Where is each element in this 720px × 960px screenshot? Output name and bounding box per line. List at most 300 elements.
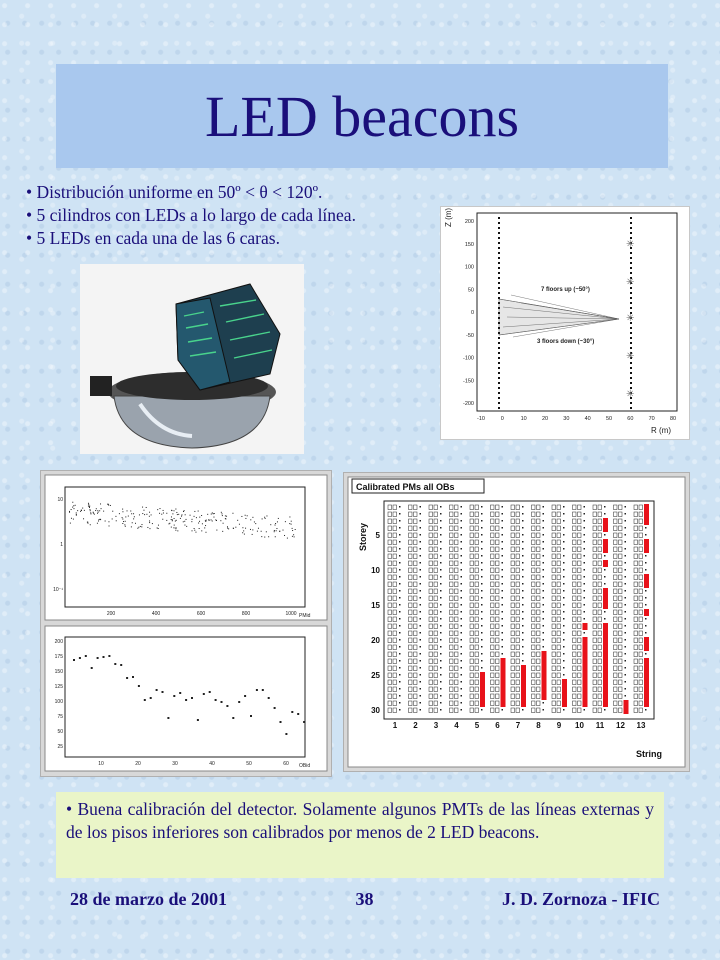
pm-cell: [455, 687, 459, 692]
pm-cell: [414, 596, 418, 601]
pm-cell: [537, 701, 541, 706]
top-point: [100, 519, 101, 520]
pm-cell: [475, 708, 479, 713]
pm-cell: [409, 505, 413, 510]
pm-cell-dot: [461, 527, 463, 529]
pm-cell: [491, 708, 495, 713]
pm-cell-dot: [461, 632, 463, 634]
bottom-point: [114, 663, 116, 665]
top-point: [149, 522, 150, 523]
pm-cell: [496, 603, 500, 608]
top-point: [174, 518, 175, 519]
pm-cell: [634, 505, 638, 510]
detector-line-dot: [630, 267, 632, 269]
pm-cell-dot: [563, 625, 565, 627]
pm-cell-dot: [584, 555, 586, 557]
top-point: [190, 515, 191, 516]
top-point: [184, 521, 185, 522]
pm-cell: [470, 631, 474, 636]
bottom-point: [209, 691, 211, 693]
pm-cell-dot: [522, 590, 524, 592]
detector-line-dot: [498, 262, 500, 264]
pm-cell: [516, 701, 520, 706]
pm-cell: [429, 659, 433, 664]
pm-cell-dot: [420, 646, 422, 648]
pm-cell-dot: [481, 625, 483, 627]
pm-cell-dot: [625, 660, 627, 662]
pm-cell: [557, 701, 561, 706]
pm-cell: [429, 568, 433, 573]
pm-cell-low-calibration: [603, 679, 608, 686]
pm-cell: [414, 568, 418, 573]
pm-cell: [639, 519, 643, 524]
pm-cell: [634, 652, 638, 657]
pm-cell: [475, 533, 479, 538]
pm-cell: [429, 533, 433, 538]
pm-cell: [388, 547, 392, 552]
pm-cell-dot: [563, 506, 565, 508]
pm-cell: [409, 554, 413, 559]
top-point: [268, 536, 269, 537]
footer-author: J. D. Zornoza - IFIC: [501, 889, 660, 909]
pm-cell-dot: [563, 590, 565, 592]
pm-cell: [557, 708, 561, 713]
pm-cell: [532, 547, 536, 552]
bottom-point: [167, 717, 169, 719]
pm-cell: [537, 547, 541, 552]
pm-cell-low-calibration: [603, 623, 608, 630]
pm-cell-dot: [584, 520, 586, 522]
top-point: [99, 510, 100, 511]
pm-cell-dot: [481, 548, 483, 550]
pm-cell: [552, 680, 556, 685]
pm-cell: [455, 666, 459, 671]
top-point: [81, 510, 82, 511]
pm-cell: [470, 659, 474, 664]
pm-cell-dot: [563, 555, 565, 557]
pm-cell-dot: [502, 562, 504, 564]
pm-cell-low-calibration: [562, 700, 567, 707]
pm-cell: [639, 624, 643, 629]
top-point: [142, 513, 143, 514]
pm-cell: [409, 673, 413, 678]
pm-cell-dot: [522, 604, 524, 606]
pm-cell: [537, 708, 541, 713]
pm-cell-dot: [502, 576, 504, 578]
pm-cell: [434, 540, 438, 545]
pm-cell: [557, 694, 561, 699]
pm-cell: [593, 589, 597, 594]
pm-cell: [598, 617, 602, 622]
top-point: [71, 518, 72, 519]
pm-cell: [634, 533, 638, 538]
pm-cell-dot: [461, 569, 463, 571]
pm-cell: [434, 547, 438, 552]
pm-cell: [516, 617, 520, 622]
pm-cell: [450, 526, 454, 531]
pm-cell: [552, 596, 556, 601]
bottom-point: [185, 699, 187, 701]
pm-cell: [393, 617, 397, 622]
pm-cell: [578, 596, 582, 601]
pm-cell-dot: [440, 548, 442, 550]
pm-cell-low-calibration: [624, 707, 629, 714]
bottom-point: [232, 717, 234, 719]
pm-cell: [552, 554, 556, 559]
detector-line-dot: [630, 292, 632, 294]
pm-cell: [516, 533, 520, 538]
pm-cell: [475, 610, 479, 615]
led-beacon-drawing: [80, 264, 304, 454]
pm-cell: [429, 505, 433, 510]
pm-cell: [470, 673, 474, 678]
pm-cell: [429, 687, 433, 692]
pm-cell-low-calibration: [583, 623, 588, 630]
detector-line-dot: [498, 257, 500, 259]
top-point: [122, 519, 123, 520]
pm-cell: [614, 701, 618, 706]
top-point: [122, 509, 123, 510]
pm-cell: [619, 638, 623, 643]
pm-cell: [552, 687, 556, 692]
pm-cell: [639, 638, 643, 643]
top-point: [141, 526, 142, 527]
pm-cell-dot: [625, 562, 627, 564]
pm-cell: [434, 659, 438, 664]
pm-cell: [429, 694, 433, 699]
pm-cell-low-calibration: [603, 658, 608, 665]
pm-cell: [414, 687, 418, 692]
detector-line-dot: [498, 247, 500, 249]
pm-cell: [619, 617, 623, 622]
pm-cell: [409, 645, 413, 650]
pm-cell: [475, 589, 479, 594]
string-tick-label: 1: [392, 721, 398, 730]
pm-cell: [475, 666, 479, 671]
pm-cell: [455, 505, 459, 510]
pm-cell: [455, 582, 459, 587]
pm-cell: [470, 589, 474, 594]
top-point: [171, 527, 172, 528]
pm-cell-dot: [522, 520, 524, 522]
pm-cell: [516, 694, 520, 699]
pm-cell-low-calibration: [542, 672, 547, 679]
pm-cell: [388, 680, 392, 685]
pm-cell-low-calibration: [603, 630, 608, 637]
pm-cell: [511, 554, 515, 559]
top-point: [209, 520, 210, 521]
pm-cell-low-calibration: [583, 651, 588, 658]
pm-cell: [434, 596, 438, 601]
pm-cell-dot: [522, 646, 524, 648]
pm-cell: [393, 687, 397, 692]
detector-line-dot: [498, 232, 500, 234]
pm-cell-dot: [399, 534, 401, 536]
pm-cell-low-calibration: [583, 637, 588, 644]
pm-cell-dot: [440, 674, 442, 676]
top-point: [147, 527, 148, 528]
pm-cell: [450, 568, 454, 573]
grid-title: Calibrated PMs all OBs: [356, 482, 455, 492]
top-point: [174, 525, 175, 526]
pm-cell: [516, 673, 520, 678]
pm-cell-dot: [522, 562, 524, 564]
pm-cell-dot: [481, 653, 483, 655]
pm-cell: [598, 631, 602, 636]
top-point: [97, 513, 98, 514]
pm-cell: [532, 610, 536, 615]
pm-cell: [557, 512, 561, 517]
pm-cell-dot: [625, 618, 627, 620]
pm-cell: [409, 638, 413, 643]
pm-cell-dot: [645, 653, 647, 655]
pm-cell-dot: [481, 506, 483, 508]
pm-cell: [393, 708, 397, 713]
pm-cell-dot: [461, 611, 463, 613]
top-point: [185, 514, 186, 515]
top-point: [257, 531, 258, 532]
pm-cell: [414, 533, 418, 538]
pm-cell: [573, 687, 577, 692]
pm-cell-dot: [522, 548, 524, 550]
pm-cell: [475, 645, 479, 650]
pm-cell-dot: [461, 709, 463, 711]
pm-cell-dot: [522, 527, 524, 529]
pm-cell-dot: [481, 709, 483, 711]
top-point: [127, 510, 128, 511]
pm-cell: [429, 701, 433, 706]
pm-cell-dot: [399, 548, 401, 550]
pm-cell-dot: [604, 534, 606, 536]
top-point: [133, 518, 134, 519]
top-point: [146, 507, 147, 508]
pm-cell: [516, 512, 520, 517]
pm-cell-dot: [563, 513, 565, 515]
bottom-ytick-label: 25: [57, 744, 63, 750]
pm-cell: [450, 575, 454, 580]
pm-cell: [511, 687, 515, 692]
detector-line-dot: [498, 237, 500, 239]
bottom-point: [73, 659, 75, 661]
detector-line-dot: [498, 382, 500, 384]
pm-cell-dot: [604, 618, 606, 620]
pm-cell: [598, 673, 602, 678]
pm-cell-dot: [481, 576, 483, 578]
zr-xtick-label: 10: [520, 416, 527, 422]
pm-cell-dot: [502, 653, 504, 655]
pm-cell: [475, 596, 479, 601]
bottom-point: [173, 695, 175, 697]
pm-cell: [639, 652, 643, 657]
zr-ylabel: Z (m): [444, 207, 453, 227]
pm-cell: [475, 701, 479, 706]
pm-cell: [593, 568, 597, 573]
pm-cell: [511, 582, 515, 587]
pm-cell: [557, 610, 561, 615]
top-point: [134, 516, 135, 517]
detector-line-dot: [498, 357, 500, 359]
top-point: [90, 524, 91, 525]
pm-cell: [532, 701, 536, 706]
pm-cell: [532, 526, 536, 531]
pm-cell: [393, 561, 397, 566]
pm-cell-dot: [563, 639, 565, 641]
pm-cell: [434, 526, 438, 531]
pm-cell: [409, 680, 413, 685]
pm-cell: [388, 575, 392, 580]
pm-cell-dot: [440, 562, 442, 564]
pm-cell: [557, 575, 561, 580]
pm-cell: [409, 589, 413, 594]
pm-cell: [414, 505, 418, 510]
pm-cell: [450, 582, 454, 587]
pm-cell: [578, 505, 582, 510]
pm-cell: [573, 547, 577, 552]
pm-cell: [634, 638, 638, 643]
pm-cell: [598, 603, 602, 608]
pm-cell-low-calibration: [603, 637, 608, 644]
pm-cell-dot: [625, 541, 627, 543]
detector-line-dot: [630, 257, 632, 259]
pm-cell-dot: [543, 604, 545, 606]
pm-cell-dot: [420, 534, 422, 536]
pm-cell: [393, 680, 397, 685]
top-point: [98, 520, 99, 521]
pm-cell-dot: [625, 590, 627, 592]
pm-cell-dot: [420, 618, 422, 620]
pm-cell: [455, 526, 459, 531]
pm-cell: [573, 631, 577, 636]
pm-cell: [409, 547, 413, 552]
bottom-point: [238, 701, 240, 703]
top-point: [90, 512, 91, 513]
pm-cell: [434, 505, 438, 510]
pm-cell: [491, 680, 495, 685]
top-point: [166, 520, 167, 521]
top-point: [258, 528, 259, 529]
detector-line-dot: [498, 327, 500, 329]
led-beacon-photo: [80, 264, 304, 454]
pm-cell: [491, 687, 495, 692]
pm-cell-low-calibration: [542, 679, 547, 686]
pm-cell-dot: [420, 611, 422, 613]
pm-cell: [414, 659, 418, 664]
pm-cell: [578, 652, 582, 657]
pm-cell-low-calibration: [542, 686, 547, 693]
pm-cell: [639, 694, 643, 699]
pm-cell-dot: [584, 506, 586, 508]
pm-cell-dot: [625, 513, 627, 515]
pm-cell: [511, 645, 515, 650]
pm-cell: [393, 624, 397, 629]
pm-cell-dot: [420, 653, 422, 655]
pm-cell: [511, 617, 515, 622]
pm-cell: [475, 582, 479, 587]
pm-cell: [614, 673, 618, 678]
pm-cell: [496, 673, 500, 678]
pm-cell-dot: [461, 541, 463, 543]
pm-cell-dot: [420, 667, 422, 669]
pm-cell: [409, 568, 413, 573]
detector-line-dot: [498, 307, 500, 309]
top-point: [172, 520, 173, 521]
top-point: [277, 521, 278, 522]
pm-cell-dot: [481, 604, 483, 606]
pm-cell: [393, 638, 397, 643]
pm-cell: [593, 652, 597, 657]
pm-cell: [552, 568, 556, 573]
pm-cell: [634, 568, 638, 573]
pm-cell: [491, 652, 495, 657]
pm-cell-dot: [563, 576, 565, 578]
zr-ytick-label: 0: [470, 310, 474, 316]
pm-cell: [516, 687, 520, 692]
top-point: [93, 513, 94, 514]
top-point: [175, 509, 176, 510]
pm-cell: [450, 638, 454, 643]
pm-cell: [393, 526, 397, 531]
top-point: [270, 524, 271, 525]
pm-cell-dot: [440, 513, 442, 515]
pm-cell: [552, 701, 556, 706]
pm-cell: [573, 582, 577, 587]
pm-cell-dot: [625, 597, 627, 599]
pm-cell: [619, 589, 623, 594]
pm-cell: [393, 652, 397, 657]
pm-cell: [393, 547, 397, 552]
pm-cell: [619, 694, 623, 699]
pm-cell: [614, 547, 618, 552]
detector-line-dot: [498, 302, 500, 304]
top-point: [275, 523, 276, 524]
pm-cell: [450, 624, 454, 629]
top-point: [176, 528, 177, 529]
pm-cell: [475, 638, 479, 643]
pm-cell-low-calibration: [562, 679, 567, 686]
top-point: [159, 513, 160, 514]
top-point: [289, 523, 290, 524]
pm-cell: [532, 617, 536, 622]
pm-cell-dot: [563, 611, 565, 613]
top-point: [205, 521, 206, 522]
pm-cell: [598, 554, 602, 559]
pm-cell-dot: [420, 569, 422, 571]
pm-cell-low-calibration: [644, 700, 649, 707]
top-point: [295, 529, 296, 530]
pm-cell-dot: [502, 513, 504, 515]
pm-cell: [578, 673, 582, 678]
pm-cell-dot: [604, 583, 606, 585]
pm-cell: [573, 701, 577, 706]
top-point: [73, 519, 74, 520]
pm-cell: [388, 624, 392, 629]
connector: [90, 376, 112, 396]
pm-cell: [511, 561, 515, 566]
detector-line-dot: [498, 332, 500, 334]
top-point: [235, 527, 236, 528]
detector-line-dot: [498, 392, 500, 394]
detector-line-dot: [630, 382, 632, 384]
detector-line-dot: [498, 227, 500, 229]
bottom-point: [85, 655, 87, 657]
pm-cell: [429, 631, 433, 636]
pm-cell: [429, 617, 433, 622]
top-point: [163, 510, 164, 511]
pm-cell-dot: [481, 618, 483, 620]
pm-cell: [409, 575, 413, 580]
top-point: [100, 503, 101, 504]
bottom-point: [132, 676, 134, 678]
